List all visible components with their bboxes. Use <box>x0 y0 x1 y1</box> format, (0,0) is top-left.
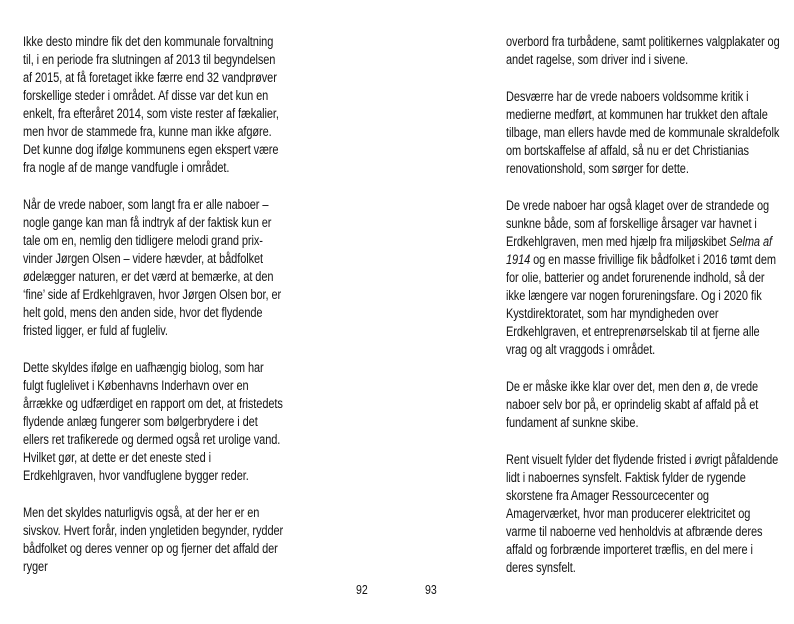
text-segment: Rent visuelt fylder det flydende fristed i øvrigt påfaldende lidt i naboernes synsfelt. Faktisk fylder de rygende skorstene fra Amager Ressourcecenter og Amagerværket, hvor man producerer elektricitet og varme til naboerne ved henholdvis at afbrænde deres affald og forbrænde importeret træflis, en del mere i deres synsfelt. <box>506 452 779 575</box>
paragraph <box>23 504 285 576</box>
italic-text: Selma af 1914 <box>506 234 772 267</box>
text-segment: De er måske ikke klar over det, men den ø, de vrede naboer selv bor på, er oprindelig skabt af affald på et fundament af sunkne skibe. <box>506 379 759 430</box>
left-page-text-column <box>23 33 285 576</box>
right-page <box>506 33 794 577</box>
paragraph <box>506 451 781 577</box>
text-segment: Men det skyldes naturligvis også, at der her er en sivskov. Hvert forår, inden yngletiden begynder, rydder bådfolket og deres venner op og fjerner det affald der ryger <box>23 505 284 574</box>
paragraph <box>23 196 285 340</box>
paragraph <box>23 33 285 177</box>
paragraph <box>506 33 781 69</box>
paragraph <box>506 197 781 359</box>
right-page-number: 93 <box>425 582 437 597</box>
right-page-text-column <box>506 33 781 577</box>
text-segment: overbord fra turbådene, samt politikernes valgplakater og andet ragelse, som driver ind i sivene. <box>506 34 780 67</box>
left-page <box>23 33 345 576</box>
text-segment: De vrede naboer har også klaget over de strandede og sunkne både, som af forskellige årsager var havnet i Erdkehlgraven, men med hjælp fra miljøskibet <box>506 198 770 249</box>
text-segment: Når de vrede naboer, som langt fra er alle naboer – nogle gange kan man få indtryk af der faktisk kun er tale om en, nemlig den tidligere melodi grand prix-vinder Jørgen Olsen – videre hævder, at bådfolket ødelægger naturen, er det værd at bemærke, at den ‘fine’ side af Erdkehlgraven, hvor Jørgen Olsen bor, er helt gold, mens den anden side, hvor det flydende fristed ligger, er fuld af fugleliv. <box>23 197 282 338</box>
left-page-number: 92 <box>356 582 368 597</box>
paragraph <box>23 359 285 485</box>
text-segment: Desværre har de vrede naboers voldsomme kritik i medierne medført, at kommunen har trukket den aftale tilbage, man ellers havde med de kommunale skraldefolk om bortskaffelse af affald, så nu er det Christianias renovationshold, som sørger for dette. <box>506 89 780 176</box>
text-segment: og en masse frivillige fik bådfolket i 2016 tømt dem for olie, batterier og andet forurenende indhold, så der ikke længere var nogen forureningsfare. Og i 2020 fik Kystdirektoratet, som har myndigheden over Erdkehlgraven, et entreprenørselskab til at fjerne alle vrag og alt vraggods i området. <box>506 252 776 357</box>
text-segment: Ikke desto mindre fik det den kommunale forvaltning til, i en periode fra slutningen af 2013 til begyndelsen af 2015, at få foretaget ikke færre end 32 vandprøver forskellige steder i området. Af disse var det kun en enkelt, fra efteråret 2014, som viste rester af fækalier, men hvor de stammede fra, kunne man ikke afgøre. Det kunne dog ifølge kommunens egen ekspert være fra nogle af de mange vandfugle i området. <box>23 34 279 175</box>
paragraph <box>506 378 781 432</box>
paragraph <box>506 88 781 178</box>
text-segment: Dette skyldes ifølge en uafhængig biolog, som har fulgt fuglelivet i Københavns Inderhavn over en årrække og udfærdiget en rapport om det, at fristedets flydende anlæg fungerer som bølgerbrydere i det ellers ret trafikerede og dermed også ret urolige vand. Hvilket gør, at dette er det eneste sted i Erdkehlgraven, hvor vandfuglene bygger reder. <box>23 360 283 483</box>
